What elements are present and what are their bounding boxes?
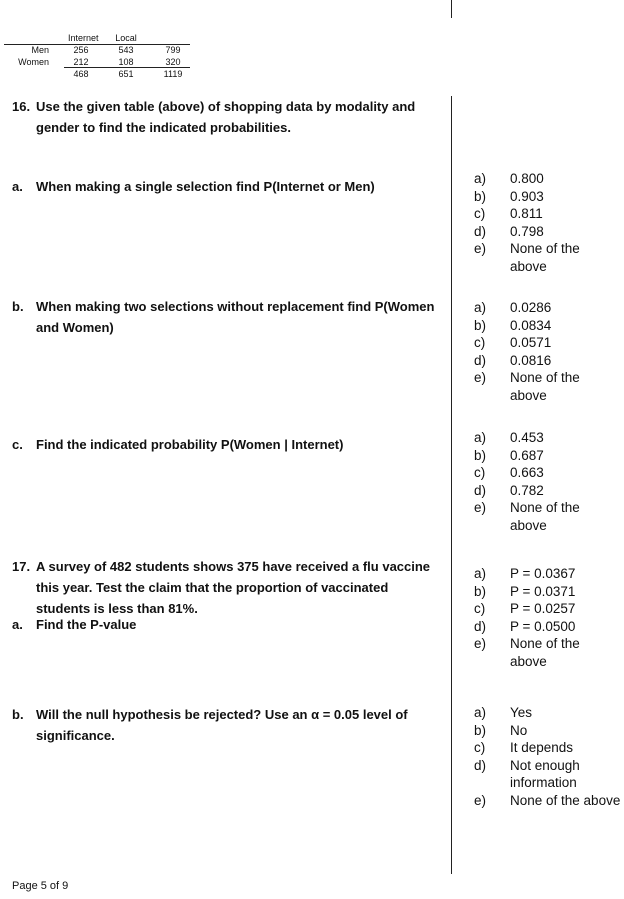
option-letter: d): [474, 757, 487, 773]
option-letter: c): [474, 740, 486, 755]
cell-women-local: 108: [118, 57, 134, 67]
answer-option[interactable]: [474, 757, 624, 792]
option-value: None of the above: [510, 792, 621, 808]
option-value: Not enough information: [510, 757, 580, 790]
option-letter: d): [474, 223, 487, 239]
option-value: 0.453: [510, 430, 544, 445]
option-value: 0.0286: [510, 300, 552, 315]
answer-option[interactable]: [474, 170, 620, 188]
table-header-row: [4, 32, 190, 44]
cell-men-internet: 256: [73, 45, 89, 55]
option-value: None of the above: [510, 241, 580, 274]
option-letter: c): [474, 206, 486, 221]
answer-option[interactable]: [474, 299, 620, 317]
question-text: Find the indicated probability P(Women | Internet): [36, 437, 344, 452]
question-part-label: b.: [12, 299, 24, 314]
option-value: 0.0571: [510, 335, 552, 350]
option-value: No: [510, 722, 528, 738]
answer-option[interactable]: [474, 223, 620, 241]
table-header-local: Local: [115, 33, 137, 43]
option-letter: a): [474, 300, 487, 315]
option-letter: e): [474, 500, 487, 515]
question-number: 16.: [12, 99, 31, 114]
cell-men-total: 799: [165, 45, 181, 55]
answer-option[interactable]: [474, 583, 620, 601]
option-letter: c): [474, 601, 486, 616]
option-value: P = 0.0367: [510, 566, 576, 581]
answer-options-16b: [474, 299, 620, 404]
option-value: 0.0834: [510, 317, 552, 333]
table-row-men: [4, 44, 190, 56]
cell-women-total: 320: [165, 57, 181, 67]
answer-option[interactable]: [474, 600, 620, 618]
option-letter: c): [474, 335, 486, 350]
option-letter: d): [474, 618, 487, 634]
option-letter: e): [474, 636, 487, 651]
answer-option[interactable]: [474, 369, 620, 404]
answer-options-16a: [474, 170, 620, 275]
option-letter: a): [474, 430, 487, 445]
answer-option[interactable]: [474, 739, 624, 757]
option-value: Yes: [510, 705, 533, 720]
option-value: 0.0816: [510, 352, 552, 368]
answer-option[interactable]: [474, 618, 620, 636]
option-letter: a): [474, 171, 487, 186]
option-value: P = 0.0257: [510, 601, 576, 616]
option-value: P = 0.0371: [510, 583, 576, 599]
option-letter: b): [474, 583, 487, 599]
cell-grand-total: 1119: [163, 69, 183, 79]
answer-option[interactable]: [474, 482, 620, 500]
question-text: A survey of 482 students shows 375 have received a flu vaccine this year. Test the claim that the proportion of vaccinated students is less than 81%.: [36, 559, 431, 616]
question-text: Will the null hypothesis be rejected? Use an α = 0.05 level of significance.: [36, 707, 408, 743]
option-letter: e): [474, 241, 487, 256]
answer-option[interactable]: [474, 317, 620, 335]
question-text: Use the given table (above) of shopping data by modality and gender to find the indicated probabilities.: [36, 99, 416, 135]
option-letter: b): [474, 447, 487, 463]
answer-option[interactable]: [474, 352, 620, 370]
cell-total-internet: 468: [73, 69, 89, 79]
top-divider-line: [451, 0, 452, 18]
answer-option[interactable]: [474, 334, 620, 352]
option-letter: a): [474, 705, 487, 720]
option-letter: b): [474, 722, 487, 738]
option-value: 0.782: [510, 482, 544, 498]
table-header-internet: Internet: [68, 33, 99, 43]
answer-options-16c: [474, 429, 620, 534]
question-text: When making two selections without replacement find P(Women and Women): [36, 299, 435, 335]
option-value: It depends: [510, 740, 574, 755]
answer-option[interactable]: [474, 499, 620, 534]
row-label-women: Women: [18, 57, 49, 67]
answer-option[interactable]: [474, 447, 620, 465]
row-label-men: Men: [31, 45, 49, 55]
option-letter: c): [474, 465, 486, 480]
answer-option[interactable]: [474, 792, 624, 810]
answer-option[interactable]: [474, 188, 620, 206]
option-letter: d): [474, 352, 487, 368]
answer-option[interactable]: [474, 635, 620, 670]
question-number: 17.: [12, 559, 31, 574]
table-row-totals: [4, 68, 190, 80]
option-value: P = 0.0500: [510, 618, 576, 634]
answer-option[interactable]: [474, 704, 624, 722]
option-letter: e): [474, 370, 487, 385]
page-number: Page 5 of 9: [12, 880, 69, 892]
option-letter: a): [474, 566, 487, 581]
cell-total-local: 651: [118, 69, 134, 79]
question-text: Find the P-value: [36, 617, 137, 632]
question-part-label: a.: [12, 179, 23, 194]
question-text: When making a single selection find P(Internet or Men): [36, 179, 375, 194]
cell-men-local: 543: [118, 45, 134, 55]
option-value: 0.798: [510, 223, 544, 239]
answer-option[interactable]: [474, 722, 624, 740]
answer-column-divider: [451, 96, 452, 874]
option-value: 0.800: [510, 171, 544, 186]
cell-women-internet: 212: [73, 57, 89, 67]
option-letter: d): [474, 482, 487, 498]
answer-options-17b: [474, 704, 624, 809]
question-part-label: c.: [12, 437, 23, 452]
answer-option[interactable]: [474, 464, 620, 482]
question-part-label: b.: [12, 707, 24, 722]
option-value: None of the above: [510, 500, 580, 533]
answer-option[interactable]: [474, 429, 620, 447]
answer-option[interactable]: [474, 240, 620, 275]
option-value: 0.903: [510, 188, 544, 204]
option-value: None of the above: [510, 370, 580, 403]
option-value: 0.811: [510, 206, 543, 221]
option-value: 0.663: [510, 465, 544, 480]
shopping-table: [4, 32, 190, 80]
answer-option[interactable]: [474, 205, 620, 223]
option-letter: e): [474, 792, 487, 808]
option-letter: b): [474, 188, 487, 204]
answer-options-17a: [474, 565, 620, 670]
question-part-label: a.: [12, 617, 23, 632]
option-value: 0.687: [510, 447, 544, 463]
option-letter: b): [474, 317, 487, 333]
option-value: None of the above: [510, 636, 580, 669]
answer-option[interactable]: [474, 565, 620, 583]
